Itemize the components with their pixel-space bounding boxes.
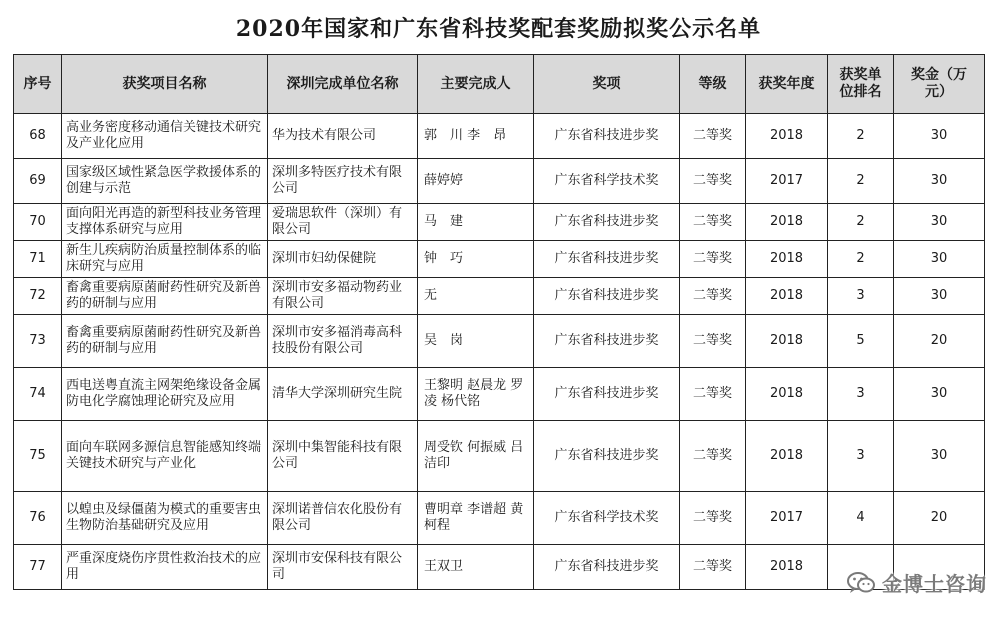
- table-row: [14, 278, 985, 315]
- table-row: [14, 241, 985, 278]
- cell-people: 无: [418, 278, 534, 315]
- cell-bonus: 30: [894, 159, 985, 204]
- cell-bonus: 30: [894, 278, 985, 315]
- cell-level: 二等奖: [680, 114, 746, 159]
- cell-unit: 爱瑞思软件（深圳）有限公司: [268, 204, 418, 241]
- header-project: 获奖项目名称: [62, 55, 268, 114]
- cell-project: 新生儿疾病防治质量控制体系的临床研究与应用: [62, 241, 268, 278]
- cell-index: 70: [14, 204, 62, 241]
- cell-people: 马 建: [418, 204, 534, 241]
- cell-award: 广东省科技进步奖: [534, 204, 680, 241]
- cell-project: 面向车联网多源信息智能感知终端关键技术研究与产业化: [62, 421, 268, 492]
- cell-index: 76: [14, 492, 62, 545]
- cell-rank: 2: [828, 241, 894, 278]
- cell-year: 2018: [746, 114, 828, 159]
- header-rank: 获奖单位排名: [828, 55, 894, 114]
- cell-award: 广东省科技进步奖: [534, 368, 680, 421]
- cell-index: 71: [14, 241, 62, 278]
- table-row: [14, 159, 985, 204]
- cell-people: 钟 巧: [418, 241, 534, 278]
- cell-bonus: 30: [894, 114, 985, 159]
- cell-unit: 深圳市安保科技有限公司: [268, 545, 418, 590]
- wechat-icon: [846, 570, 876, 596]
- cell-level: 二等奖: [680, 492, 746, 545]
- cell-index: 69: [14, 159, 62, 204]
- cell-award: 广东省科技进步奖: [534, 278, 680, 315]
- header-award: 奖项: [534, 55, 680, 114]
- cell-index: 72: [14, 278, 62, 315]
- cell-unit: 清华大学深圳研究生院: [268, 368, 418, 421]
- header-unit: 深圳完成单位名称: [268, 55, 418, 114]
- cell-people: 周受钦 何振威 吕洁印: [418, 421, 534, 492]
- watermark: [846, 568, 987, 597]
- cell-year: 2018: [746, 241, 828, 278]
- cell-level: 二等奖: [680, 278, 746, 315]
- cell-bonus: 30: [894, 241, 985, 278]
- cell-award: 广东省科学技术奖: [534, 159, 680, 204]
- header-year: 获奖年度: [746, 55, 828, 114]
- cell-index: 73: [14, 315, 62, 368]
- cell-project: 高业务密度移动通信关键技术研究及产业化应用: [62, 114, 268, 159]
- cell-rank: 2: [828, 114, 894, 159]
- header-level: 等级: [680, 55, 746, 114]
- cell-unit: 深圳诺普信农化股份有限公司: [268, 492, 418, 545]
- cell-rank: 5: [828, 315, 894, 368]
- cell-level: 二等奖: [680, 204, 746, 241]
- cell-bonus: 20: [894, 315, 985, 368]
- cell-year: 2018: [746, 545, 828, 590]
- cell-year: 2018: [746, 204, 828, 241]
- cell-rank: 3: [828, 278, 894, 315]
- table-row: [14, 492, 985, 545]
- cell-index: 74: [14, 368, 62, 421]
- cell-year: 2018: [746, 315, 828, 368]
- table-row: [14, 204, 985, 241]
- header-bonus: 奖金（万元）: [894, 55, 985, 114]
- cell-project: 畜禽重要病原菌耐药性研究及新兽药的研制与应用: [62, 315, 268, 368]
- cell-bonus: 30: [894, 368, 985, 421]
- cell-unit: 深圳中集智能科技有限公司: [268, 421, 418, 492]
- cell-year: 2017: [746, 492, 828, 545]
- cell-year: 2017: [746, 159, 828, 204]
- cell-people: 薛婷婷: [418, 159, 534, 204]
- cell-award: 广东省科技进步奖: [534, 315, 680, 368]
- cell-rank: 2: [828, 204, 894, 241]
- table-row: [14, 545, 985, 590]
- cell-project: 畜禽重要病原菌耐药性研究及新兽药的研制与应用: [62, 278, 268, 315]
- cell-year: 2018: [746, 368, 828, 421]
- cell-year: 2018: [746, 278, 828, 315]
- cell-unit: 深圳市妇幼保健院: [268, 241, 418, 278]
- cell-unit: 深圳市安多福动物药业有限公司: [268, 278, 418, 315]
- cell-award: 广东省科技进步奖: [534, 421, 680, 492]
- header-people: 主要完成人: [418, 55, 534, 114]
- cell-project: 以蝗虫及绿僵菌为模式的重要害虫生物防治基础研究及应用: [62, 492, 268, 545]
- cell-level: 二等奖: [680, 421, 746, 492]
- cell-rank: 2: [828, 159, 894, 204]
- cell-project: 西电送粤直流主网架绝缘设备金属防电化学腐蚀理论研究及应用: [62, 368, 268, 421]
- cell-bonus: 20: [894, 492, 985, 545]
- cell-unit: 深圳市安多福消毒高科技股份有限公司: [268, 315, 418, 368]
- cell-award: 广东省科学技术奖: [534, 492, 680, 545]
- cell-bonus: 30: [894, 204, 985, 241]
- cell-people: 吴 岗: [418, 315, 534, 368]
- cell-rank: 3: [828, 421, 894, 492]
- cell-level: 二等奖: [680, 315, 746, 368]
- cell-project: 面向阳光再造的新型科技业务管理支撑体系研究与应用: [62, 204, 268, 241]
- cell-project: 严重深度烧伤序贯性救治技术的应用: [62, 545, 268, 590]
- cell-people: 曹明章 李谱超 黄柯程: [418, 492, 534, 545]
- cell-index: 68: [14, 114, 62, 159]
- page-title: 2020年国家和广东省科技奖配套奖励拟奖公示名单: [235, 16, 762, 42]
- cell-rank: 3: [828, 368, 894, 421]
- table-row: [14, 421, 985, 492]
- cell-level: 二等奖: [680, 241, 746, 278]
- cell-award: 广东省科技进步奖: [534, 545, 680, 590]
- watermark-text: 金博士咨询: [882, 572, 987, 596]
- cell-index: 75: [14, 421, 62, 492]
- cell-level: 二等奖: [680, 545, 746, 590]
- table-header-row: [14, 55, 985, 114]
- cell-award: 广东省科技进步奖: [534, 114, 680, 159]
- cell-unit: 深圳多特医疗技术有限公司: [268, 159, 418, 204]
- cell-year: 2018: [746, 421, 828, 492]
- cell-project: 国家级区域性紧急医学救援体系的创建与示范: [62, 159, 268, 204]
- cell-people: 郭 川 李 昂: [418, 114, 534, 159]
- cell-unit: 华为技术有限公司: [268, 114, 418, 159]
- cell-people: 王黎明 赵晨龙 罗 凌 杨代铭: [418, 368, 534, 421]
- table-row: [14, 315, 985, 368]
- cell-award: 广东省科技进步奖: [534, 241, 680, 278]
- cell-rank: 4: [828, 492, 894, 545]
- table-row: [14, 114, 985, 159]
- cell-people: 王双卫: [418, 545, 534, 590]
- cell-level: 二等奖: [680, 368, 746, 421]
- table-row: [14, 368, 985, 421]
- award-table: [13, 54, 985, 590]
- cell-level: 二等奖: [680, 159, 746, 204]
- header-index: 序号: [14, 55, 62, 114]
- cell-bonus: 30: [894, 421, 985, 492]
- cell-index: 77: [14, 545, 62, 590]
